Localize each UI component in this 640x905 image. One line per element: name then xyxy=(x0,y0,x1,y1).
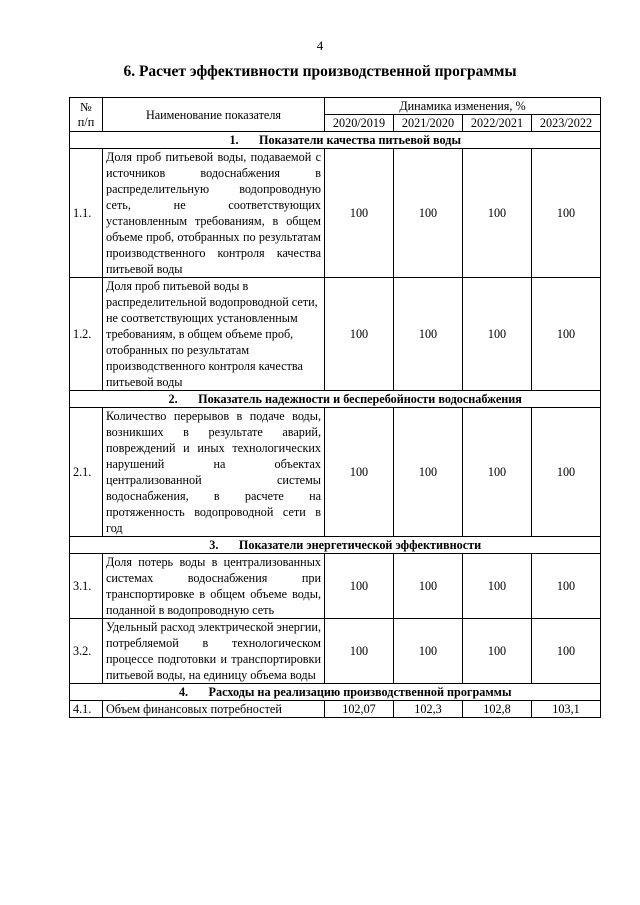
value-cell: 100 xyxy=(463,149,532,278)
number-header-line1: № xyxy=(80,99,92,114)
section-number: 3. xyxy=(209,538,219,552)
section-title xyxy=(70,684,601,701)
section-header-row xyxy=(70,684,601,701)
section-title-text: Показатель надежности и бесперебойности водоснабжения xyxy=(198,392,522,406)
value-cell: 102,8 xyxy=(463,701,532,718)
section-number: 4. xyxy=(178,685,189,699)
dynamics-column-header: Динамика изменения, % xyxy=(325,98,601,115)
row-number: 1.2. xyxy=(70,278,103,391)
section-title-text: Показатели качества питьевой воды xyxy=(259,133,461,147)
section-title xyxy=(70,537,601,554)
value-cell: 100 xyxy=(325,149,394,278)
table-header-row xyxy=(70,98,601,115)
table-row xyxy=(70,149,601,278)
value-cell: 103,1 xyxy=(532,701,601,718)
value-cell: 100 xyxy=(394,408,463,537)
number-column-header xyxy=(70,98,103,132)
table-row xyxy=(70,278,601,391)
section-title xyxy=(70,391,601,408)
value-cell: 100 xyxy=(463,619,532,684)
document-title: 6. Расчет эффективности производственной программы xyxy=(123,63,517,80)
row-number: 2.1. xyxy=(70,408,103,537)
value-cell: 100 xyxy=(463,554,532,619)
section-header-row xyxy=(70,391,601,408)
value-cell: 100 xyxy=(394,554,463,619)
indicator-name: Количество перерывов в подаче воды, возникших в результате аварий, повреждений и иных технологических нарушений на объектах централизованной системы водоснабжения, в расчете на протяженность водопроводной сети в год xyxy=(103,408,325,537)
table-row xyxy=(70,554,601,619)
value-cell: 100 xyxy=(394,619,463,684)
number-header-line2: п/п xyxy=(77,114,95,129)
indicator-name: Объем финансовых потребностей xyxy=(103,701,325,718)
value-cell: 100 xyxy=(532,554,601,619)
section-number: 1. xyxy=(229,133,239,147)
section-title-text: Расходы на реализацию производственной программы xyxy=(208,685,512,699)
value-cell: 100 xyxy=(463,408,532,537)
year-header: 2022/2021 xyxy=(463,115,532,132)
table-row xyxy=(70,408,601,537)
value-cell: 100 xyxy=(325,408,394,537)
value-cell: 102,3 xyxy=(394,701,463,718)
row-number: 3.2. xyxy=(70,619,103,684)
value-cell: 102,07 xyxy=(325,701,394,718)
row-number: 3.1. xyxy=(70,554,103,619)
page-number: 4 xyxy=(316,38,324,53)
value-cell: 100 xyxy=(532,278,601,391)
indicator-name: Доля проб питьевой воды в распределительной водопроводной сети, не соответствующих установленным требованиям, в общем объеме проб, отобранных по результатам производственного контроля качества питьевой воды xyxy=(103,278,325,391)
value-cell: 100 xyxy=(394,149,463,278)
table-row xyxy=(70,619,601,684)
row-number: 1.1. xyxy=(70,149,103,278)
year-header: 2020/2019 xyxy=(325,115,394,132)
indicator-name-column-header: Наименование показателя xyxy=(103,98,325,132)
section-title-text: Показатели энергетической эффективности xyxy=(238,538,482,552)
indicator-name: Доля потерь воды в централизованных системах водоснабжения при транспортировке в общем объеме воды, поданной в водопроводную сеть xyxy=(103,554,325,619)
value-cell: 100 xyxy=(325,619,394,684)
section-header-row xyxy=(70,537,601,554)
table-row xyxy=(70,701,601,718)
section-title xyxy=(70,132,601,149)
row-number: 4.1. xyxy=(70,701,103,718)
value-cell: 100 xyxy=(532,149,601,278)
section-number: 2. xyxy=(168,392,178,406)
value-cell: 100 xyxy=(325,554,394,619)
year-header: 2021/2020 xyxy=(394,115,463,132)
indicator-name: Доля проб питьевой воды, подаваемой с источников водоснабжения в распределительную водопроводную сеть, не соответствующих установленным требованиям, в общем объеме проб, отобранных по результатам производственного контроля качества питьевой воды xyxy=(103,149,325,278)
value-cell: 100 xyxy=(463,278,532,391)
value-cell: 100 xyxy=(325,278,394,391)
section-header-row xyxy=(70,132,601,149)
indicator-name: Удельный расход электрической энергии, потребляемой в технологическом процессе подготовки и транспортировки питьевой воды, на единицу объема воды xyxy=(103,619,325,684)
year-header: 2023/2022 xyxy=(532,115,601,132)
indicators-table xyxy=(69,97,601,718)
value-cell: 100 xyxy=(532,619,601,684)
value-cell: 100 xyxy=(532,408,601,537)
value-cell: 100 xyxy=(394,278,463,391)
